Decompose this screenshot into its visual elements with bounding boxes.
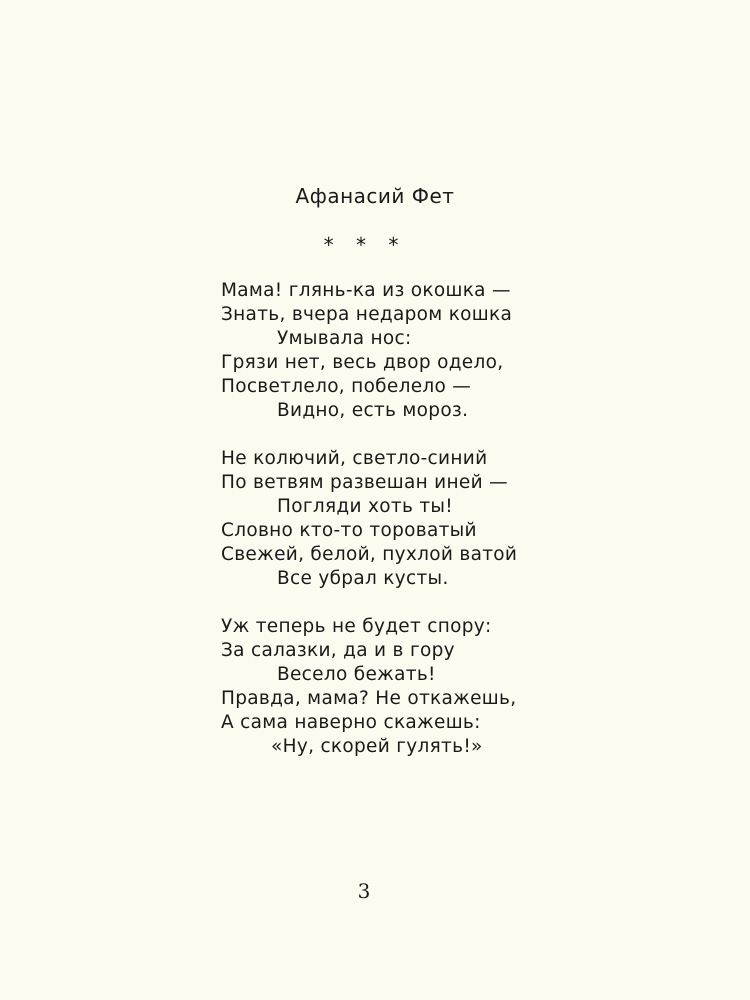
poem-line: Уж теперь не будет спору:	[221, 616, 492, 637]
poem-line: Словно кто-то тороватый	[221, 520, 477, 541]
poem-line: По ветвям развешан иней —	[221, 472, 508, 493]
poem-line: Посветлело, побелело —	[221, 376, 472, 397]
poem-line: За салазки, да и в гору	[221, 640, 455, 661]
section-separator: * * *	[323, 233, 407, 257]
poem-line: Знать, вчера недаром кошка	[221, 304, 513, 325]
page-number: 3	[357, 879, 371, 903]
poem-author: Афанасий Фет	[295, 184, 455, 208]
poem-line: Весело бежать!	[277, 664, 436, 685]
poem-line: Не колючий, светло-синий	[221, 448, 488, 469]
poem-line: Свежей, белой, пухлой ватой	[221, 544, 518, 565]
poem-line: А сама наверно скажешь:	[221, 712, 481, 733]
stanza	[221, 615, 541, 759]
stanza	[221, 447, 541, 591]
poem-line: Умывала нос:	[277, 328, 412, 349]
poem-line: Грязи нет, весь двор одело,	[221, 352, 504, 373]
poem-body	[221, 279, 541, 759]
poem-line: Все убрал кусты.	[277, 568, 449, 589]
poem-line: Мама! глянь-ка из окошка —	[221, 280, 511, 301]
stanza	[221, 279, 541, 423]
poem-line: Правда, мама? Не откажешь,	[221, 688, 517, 709]
poem-line: Видно, есть мороз.	[277, 400, 469, 421]
poem-line: «Ну, скорей гулять!»	[271, 736, 483, 757]
poem-line: Погляди хоть ты!	[277, 496, 454, 517]
